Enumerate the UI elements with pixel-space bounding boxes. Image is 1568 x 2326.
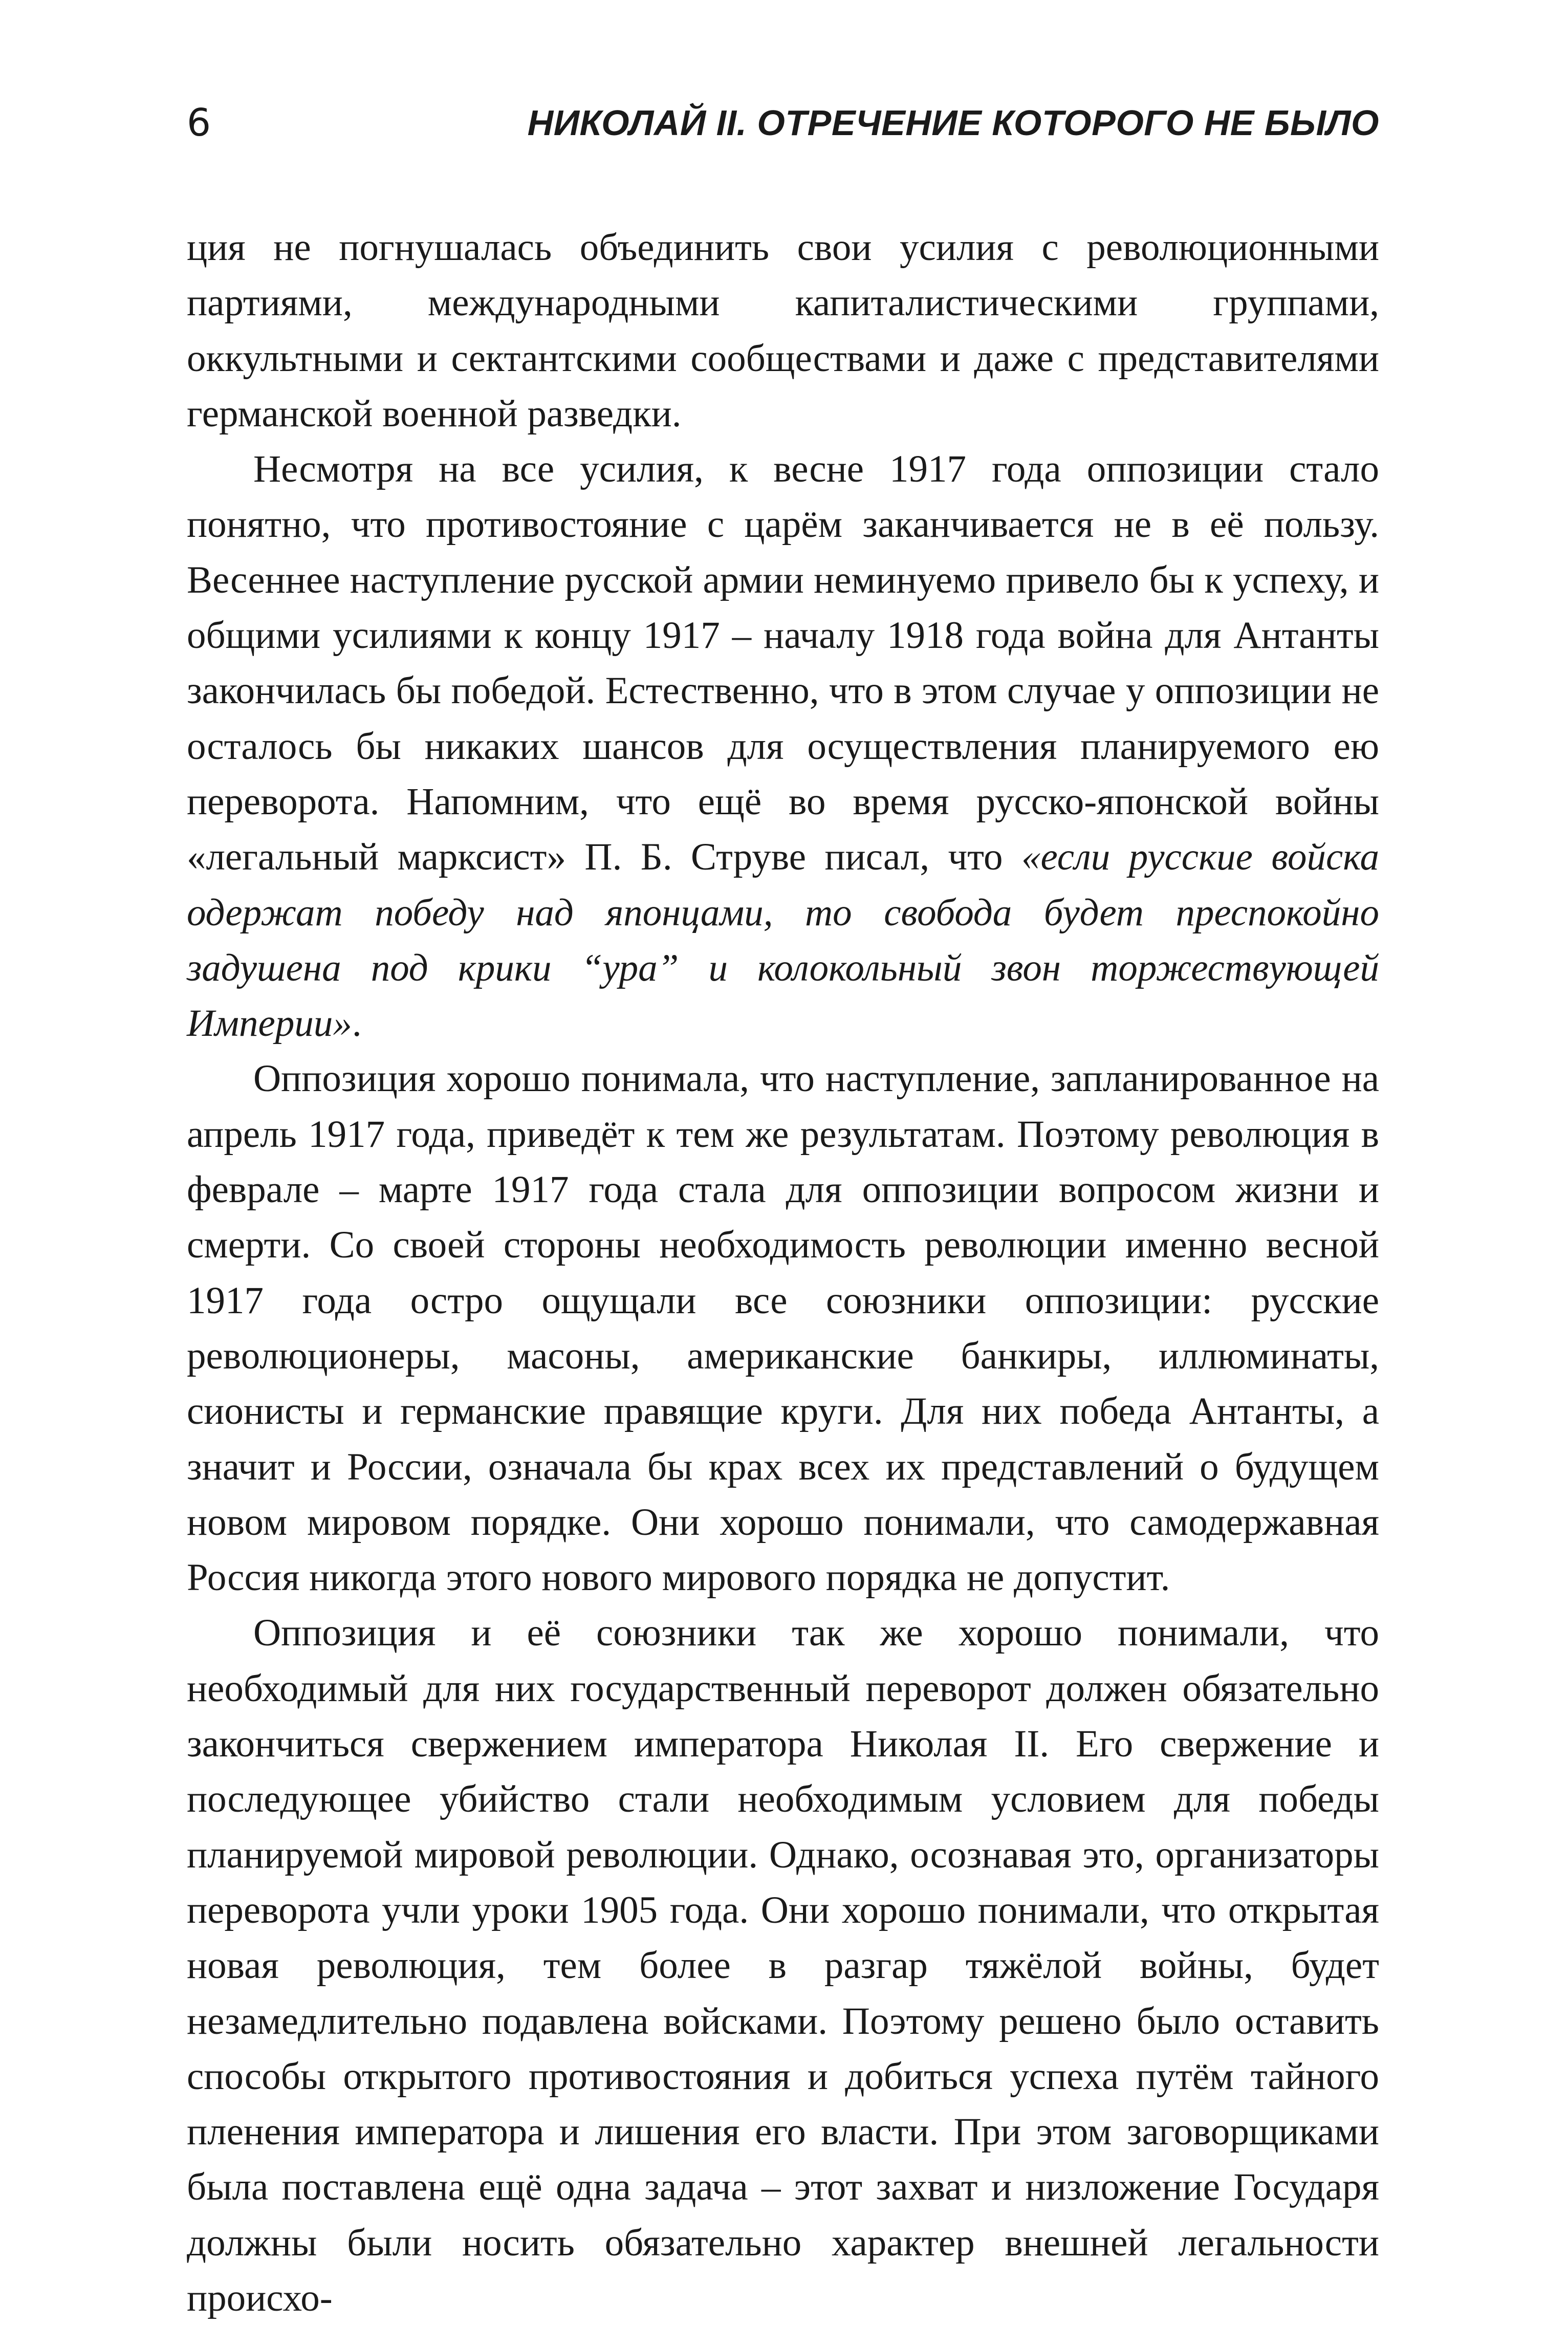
page-header	[187, 95, 1379, 156]
paragraph-2	[187, 442, 1379, 1051]
page-number: 6	[187, 101, 211, 145]
paragraph-2-text: Несмотря на все усилия, к весне 1917 года оппозиции стало понятно, что противостояние с царём заканчивается не в её пользу. Весеннее наступление русской армии неминуемо привело бы к успеху, и общими усилиями к концу 1917 – началу 1918 года война для Антанты закончилась бы победой. Естественно, что в этом случае у оппозиции не осталось бы никаких шансов для осуществления планируемого ею переворота. Напомним, что ещё во время русско-японской войны «легальный марксист» П. Б. Струве писал, что	[187, 448, 1379, 879]
running-title: НИКОЛАЙ II. ОТРЕЧЕНИЕ КОТОРОГО НЕ БЫЛО	[527, 103, 1379, 143]
paragraph-4: Оппозиция и её союзники так же хорошо понимали, что необходимый для них государственный переворот должен обязательно закончиться свержением императора Николая II. Его свержение и последующее убийство стали необходимым условием для победы планируемой мировой революции. Однако, осознавая это, организаторы переворота учли уроки 1905 года. Они хорошо понимали, что открытая новая революция, тем более в разгар тяжёлой войны, будет незамедлительно подавлена войсками. Поэтому решено было оставить способы открытого противостояния и добиться успеха путём тайного пленения императора и лишения его власти. При этом заговорщиками была поставлена ещё одна задача – этот захват и низложение Государя должны были носить обязательно характер внешней легальности происхо-	[187, 1612, 1379, 2319]
struve-quote: «если русские войска одержат победу над японцами, то свобода будет преспокойно задушена под крики “ура” и колокольный звон торжествующей Империи»	[187, 836, 1379, 1045]
paragraph-1: ция не погнушалась объединить свои усилия с революционными партиями, международными капиталистическими группами, оккультными и сектантскими сообществами и даже с представителями германской военной разведки.	[187, 226, 1379, 435]
body-text	[187, 220, 1379, 2326]
paragraph-2-end: .	[352, 1002, 362, 1045]
paragraph-3: Оппозиция хорошо понимала, что наступление, запланированное на апрель 1917 года, приведёт к тем же результатам. Поэтому революция в феврале – марте 1917 года стала для оппозиции вопросом жизни и смерти. Со своей стороны необходимость революции именно весной 1917 года остро ощущали все союзники оппозиции: русские революционеры, масоны, американские банкиры, иллюминаты, сионисты и германские правящие круги. Для них победа Антанты, а значит и России, означала бы крах всех их представлений о будущем новом мировом порядке. Они хорошо понимали, что самодержавная Россия никогда этого нового мирового порядка не допустит.	[187, 1057, 1379, 1599]
